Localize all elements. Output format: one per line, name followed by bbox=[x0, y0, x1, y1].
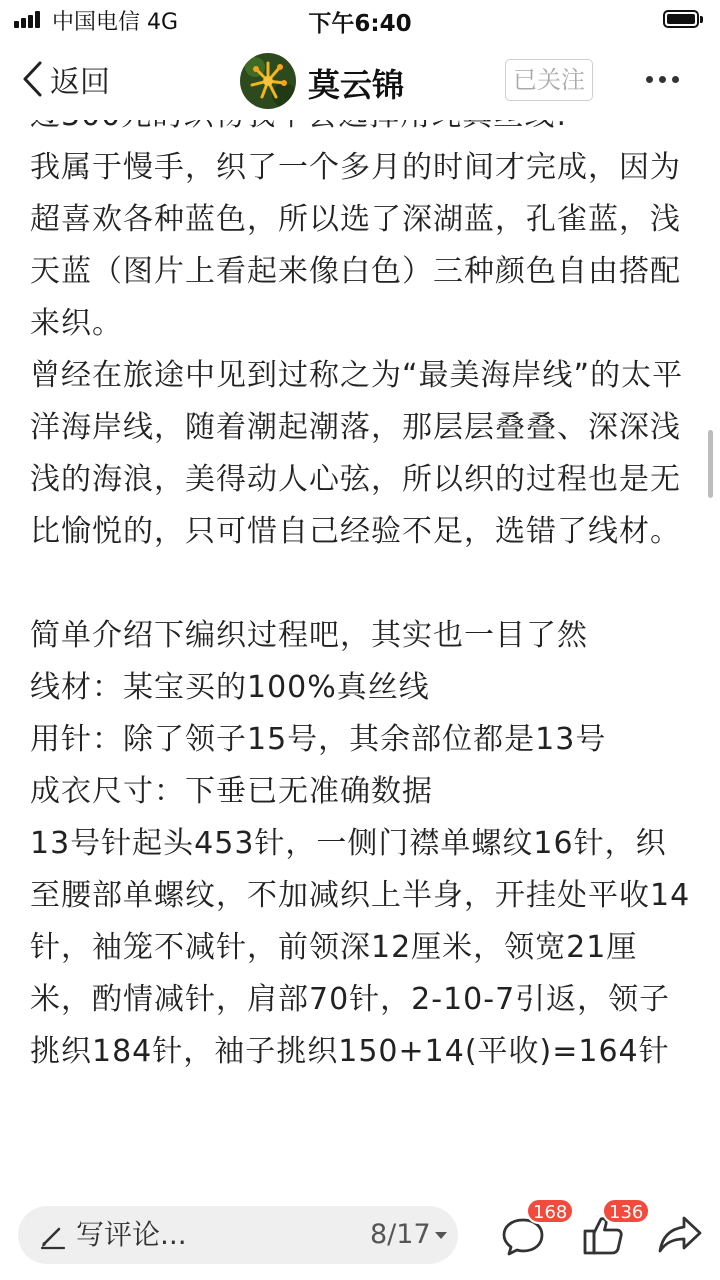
page-indicator[interactable]: 8/17 bbox=[370, 1219, 431, 1250]
bottom-bar bbox=[0, 1190, 720, 1280]
chevron-down-icon[interactable] bbox=[435, 1232, 447, 1239]
article-paragraph: 成衣尺寸：下垂已无准确数据 bbox=[30, 774, 433, 809]
like-button[interactable] bbox=[578, 1202, 644, 1260]
article-paragraph: 用针：除了领子15号，其余部位都是13号 bbox=[30, 722, 607, 757]
article-paragraph: 13号针起头453针，一侧门襟单螺纹16针，织至腰部单螺纹，不加减织上半身，开挂处平收14针，袖笼不减针，前领深12厘米，领宽21厘米，酌情减针，肩部70针，2-10-7引返，领子挑织184针，袖子挑织150+14(平收)=164针 bbox=[30, 826, 691, 1069]
back-label: 返回 bbox=[50, 65, 110, 100]
avatar[interactable] bbox=[240, 53, 296, 109]
comment-input[interactable] bbox=[18, 1206, 458, 1264]
article-paragraph: 我属于慢手，织了一个多月的时间才完成，因为超喜欢各种蓝色，所以选了深湖蓝，孔雀蓝，浅天蓝（图片上看起来像白色）三种颜色自由搭配来织。 bbox=[30, 150, 681, 341]
back-button[interactable] bbox=[20, 54, 110, 104]
comment-count-badge: 168 bbox=[526, 1198, 574, 1224]
back-chevron-icon bbox=[20, 59, 46, 99]
article-paragraph: 简单介绍下编织过程吧，其实也一目了然 bbox=[30, 618, 588, 653]
status-time: 下午6:40 bbox=[308, 11, 412, 37]
nav-bar bbox=[0, 40, 720, 120]
pencil-icon bbox=[38, 1221, 68, 1251]
article-paragraph: 曾经在旅途中见到过称之为“最美海岸线”的太平洋海岸线，随着潮起潮落，那层层叠叠、深深浅浅的海浪，美得动人心弦，所以织的过程也是无比愉悦的，只可惜自己经验不足，选错了线材。 bbox=[30, 358, 684, 549]
article-body[interactable] bbox=[30, 90, 694, 1180]
share-button[interactable] bbox=[656, 1212, 706, 1258]
more-dots-icon[interactable] bbox=[646, 76, 680, 84]
carrier-label: 中国电信 4G bbox=[52, 10, 179, 35]
comment-placeholder: 写评论... bbox=[76, 1218, 187, 1251]
share-icon bbox=[656, 1212, 704, 1256]
status-bar bbox=[0, 0, 720, 40]
battery-icon bbox=[663, 10, 699, 28]
scrollbar[interactable] bbox=[708, 430, 713, 498]
like-count-badge: 136 bbox=[602, 1198, 650, 1224]
article-paragraph: 线材：某宝买的100%真丝线 bbox=[30, 670, 430, 705]
paragraph-gap bbox=[30, 558, 694, 610]
follow-button[interactable]: 已关注 bbox=[505, 59, 593, 101]
author-name[interactable]: 莫云锦 bbox=[308, 66, 405, 104]
comment-button[interactable] bbox=[498, 1202, 568, 1260]
